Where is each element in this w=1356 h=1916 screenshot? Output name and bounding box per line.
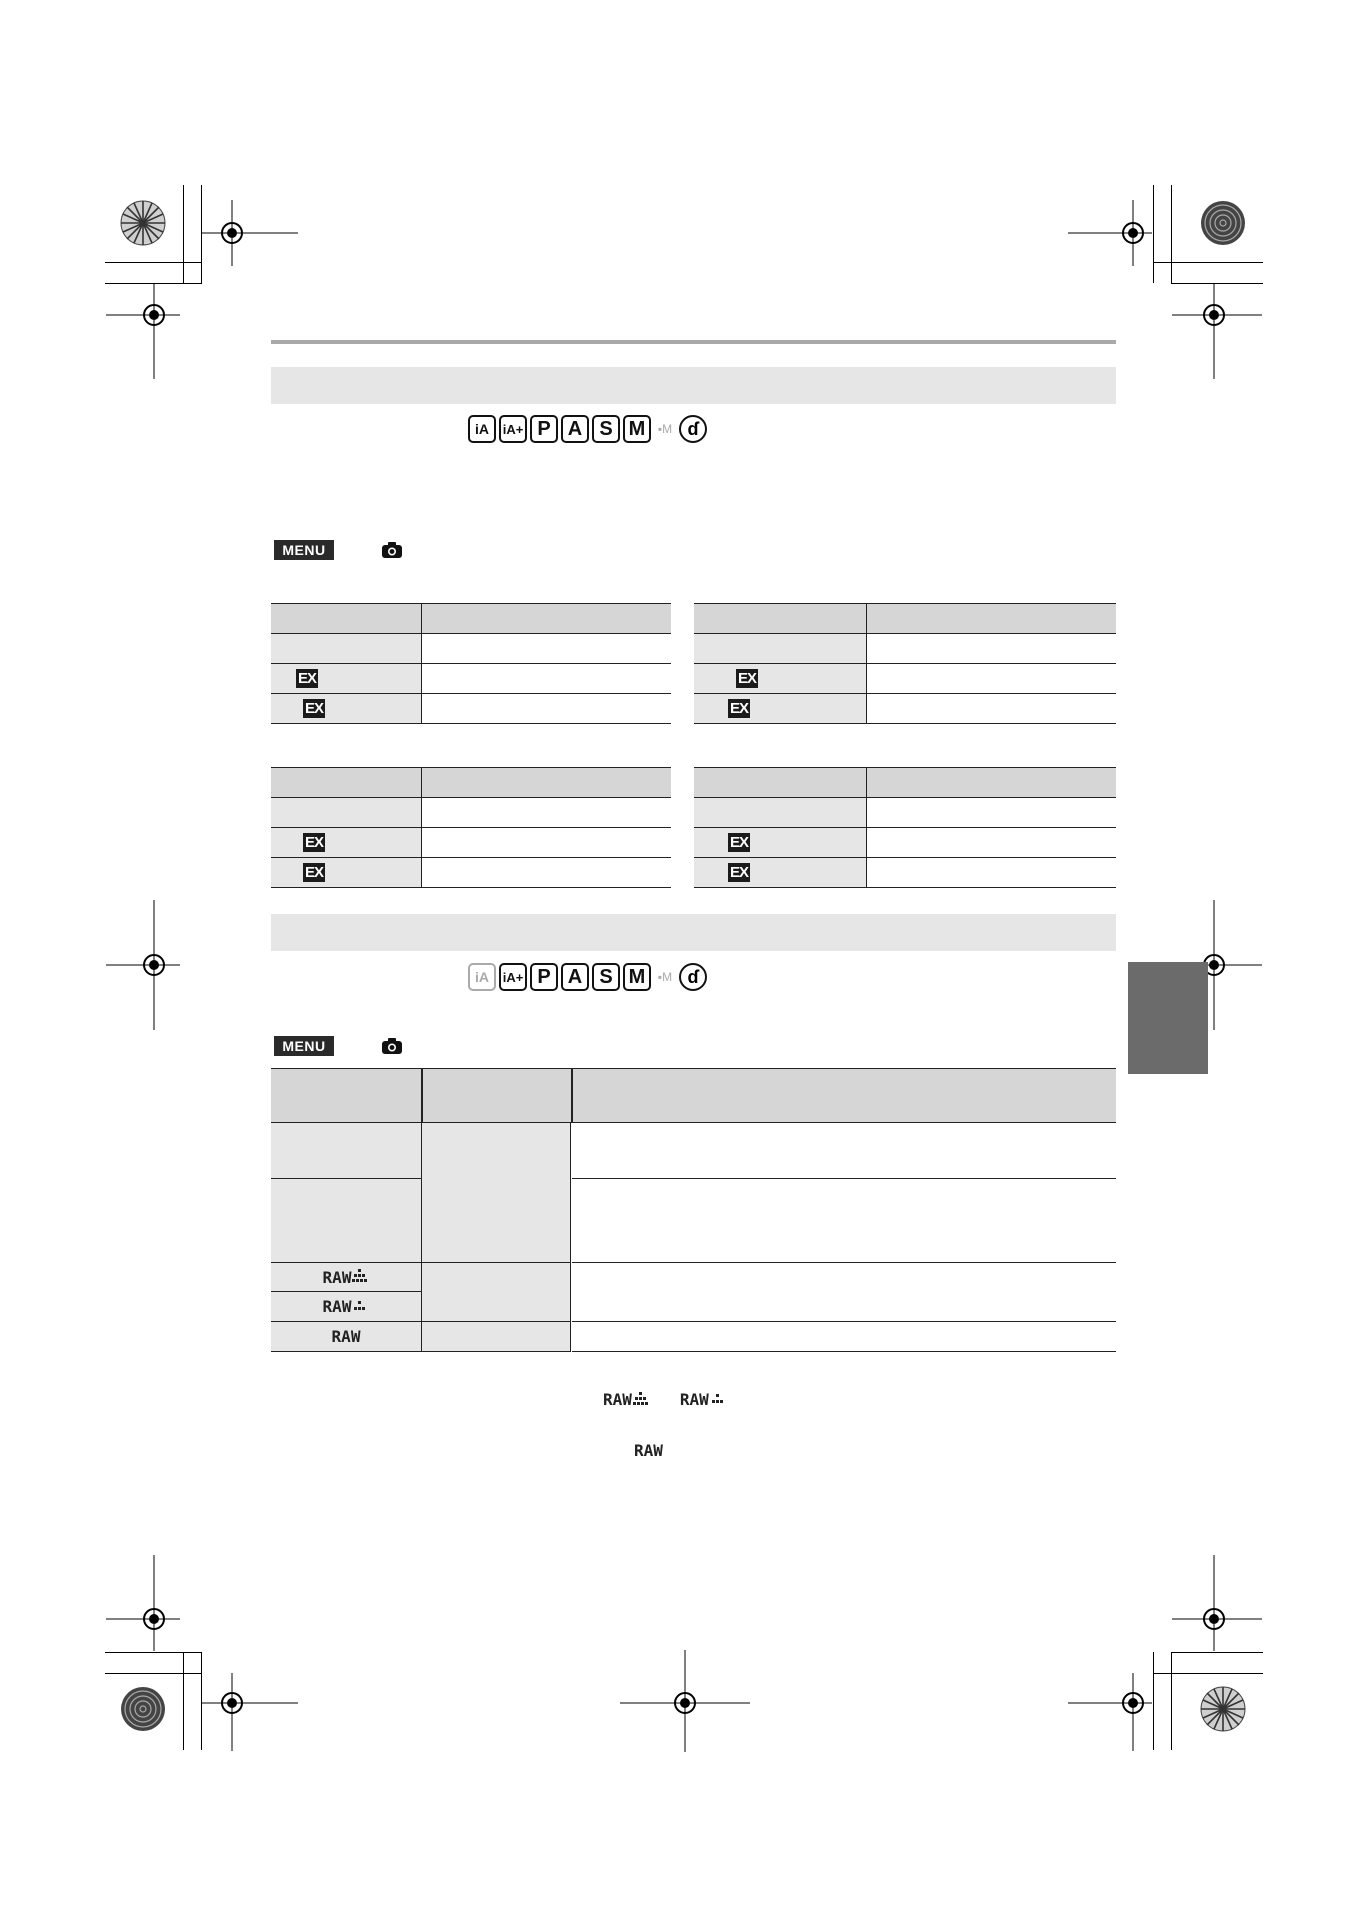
table-cell	[694, 694, 866, 724]
ex-zoom-icon: EX	[737, 670, 756, 687]
table-header-cell	[421, 604, 671, 634]
registration-target-icon	[1068, 1673, 1152, 1751]
applicable-modes	[468, 415, 707, 443]
ex-zoom-icon: EX	[729, 834, 748, 851]
mode-ia-plus-icon: iA+	[499, 415, 527, 443]
table-cell	[694, 858, 866, 888]
mode-creative-icon: ɗ	[679, 963, 707, 991]
table-cell	[421, 858, 671, 888]
table-header-cell	[694, 604, 866, 634]
mode-movie-m-icon: ▪M	[657, 970, 673, 984]
mode-ia-icon: iA	[468, 415, 496, 443]
note-raw-only	[634, 1441, 663, 1461]
registration-target-icon	[1172, 1555, 1262, 1651]
table-cell	[421, 1322, 571, 1352]
crop-line	[183, 185, 184, 283]
crop-line	[1153, 262, 1263, 263]
table-cell	[866, 828, 1116, 858]
table-cell	[421, 798, 671, 828]
table-header-cell	[866, 604, 1116, 634]
raw-standard-note	[680, 1390, 727, 1409]
applicable-modes	[468, 963, 707, 991]
mode-ia-plus-icon: iA+	[499, 963, 527, 991]
mode-creative-icon: ɗ	[679, 415, 707, 443]
crop-line	[105, 262, 202, 263]
raw-fine-note	[603, 1390, 650, 1409]
quality-fine-icon	[351, 1269, 369, 1285]
table-cell	[572, 1123, 1116, 1179]
ex-zoom-icon: EX	[304, 834, 323, 851]
mode-a-icon: A	[561, 963, 589, 991]
raw-only-label: RAW	[331, 1327, 361, 1346]
table-row	[271, 798, 671, 828]
table-cell	[694, 828, 866, 858]
registration-target-icon	[620, 1650, 750, 1752]
table-cell	[421, 694, 671, 724]
raw-standard-label: RAW	[322, 1297, 352, 1316]
ex-zoom-icon: EX	[297, 670, 316, 687]
crop-line	[1153, 1673, 1263, 1674]
ex-zoom-icon: EX	[304, 864, 323, 881]
raw-label: RAW	[634, 1441, 663, 1460]
table-cell	[421, 1263, 571, 1322]
ex-zoom-icon: EX	[729, 700, 748, 717]
table-header-cell	[866, 768, 1116, 798]
table-row	[694, 798, 1116, 828]
crop-line	[105, 1652, 202, 1653]
table-cell	[694, 634, 866, 664]
table-cell	[271, 1292, 421, 1322]
crop-line	[1153, 1652, 1154, 1750]
table-header-cell	[694, 768, 866, 798]
aspect-table-top-left	[271, 603, 671, 724]
camera-icon	[382, 542, 402, 558]
registration-target-icon	[106, 283, 180, 379]
raw-fine-label: RAW	[322, 1267, 352, 1287]
table-row	[271, 664, 671, 694]
table-cell	[866, 798, 1116, 828]
table-cell	[421, 634, 671, 664]
table-cell	[572, 1179, 1116, 1263]
crop-line	[1171, 185, 1172, 283]
table-row	[271, 694, 671, 724]
quality-fine-icon	[632, 1392, 650, 1408]
crop-line	[1171, 1652, 1263, 1653]
table-cell	[866, 634, 1116, 664]
table-cell	[271, 634, 421, 664]
table-divider	[421, 1068, 423, 1123]
menu-badge: MENU	[274, 540, 334, 560]
table-cell	[271, 664, 421, 694]
table-cell	[271, 694, 421, 724]
table-cell	[572, 1322, 1116, 1352]
print-wheel-icon	[120, 1686, 166, 1732]
menu-path	[274, 540, 402, 560]
menu-badge: MENU	[274, 1036, 334, 1056]
table-row	[694, 828, 1116, 858]
table-cell	[694, 664, 866, 694]
table-cell	[271, 1322, 421, 1352]
chapter-tab	[1128, 962, 1208, 1074]
table-header-cell	[271, 768, 421, 798]
mode-movie-m-icon: ▪M	[657, 422, 673, 436]
crop-line	[1171, 1652, 1172, 1750]
quality-standard-icon	[709, 1392, 727, 1408]
print-wheel-icon	[120, 200, 166, 246]
mode-a-icon: A	[561, 415, 589, 443]
print-wheel-icon	[1200, 1686, 1246, 1732]
camera-icon	[382, 1038, 402, 1054]
section-title-bar	[271, 367, 1116, 404]
registration-target-icon	[202, 200, 298, 266]
table-row	[271, 858, 671, 888]
registration-target-icon	[202, 1673, 298, 1751]
raw-label: RAW	[603, 1390, 632, 1409]
mode-s-icon: S	[592, 415, 620, 443]
table-row	[694, 694, 1116, 724]
mode-p-icon: P	[530, 963, 558, 991]
table-cell	[271, 798, 421, 828]
print-wheel-icon	[1200, 200, 1246, 246]
table-header-cell	[421, 768, 671, 798]
raw-label: RAW	[679, 1390, 709, 1409]
crop-line	[183, 1652, 184, 1750]
mode-m-icon: M	[623, 963, 651, 991]
mode-m-icon: M	[623, 415, 651, 443]
ex-zoom-icon: EX	[729, 864, 748, 881]
mode-p-icon: P	[530, 415, 558, 443]
mode-ia-icon: iA	[468, 963, 496, 991]
table-cell	[271, 828, 421, 858]
note-raw-icons	[603, 1390, 727, 1409]
table-row	[694, 634, 1116, 664]
crop-line	[105, 1673, 202, 1674]
menu-path	[274, 1036, 402, 1056]
registration-target-icon	[1172, 283, 1262, 379]
quality-standard-icon	[351, 1299, 369, 1315]
registration-target-icon	[1068, 200, 1152, 266]
crop-line	[1153, 185, 1154, 283]
table-cell	[271, 1123, 421, 1179]
table-row	[694, 664, 1116, 694]
table-row	[271, 828, 671, 858]
aspect-table-bottom-left	[271, 767, 671, 888]
table-cell	[271, 1179, 421, 1263]
table-cell	[866, 694, 1116, 724]
mode-s-icon: S	[592, 963, 620, 991]
section-title-bar	[271, 914, 1116, 951]
table-cell	[866, 664, 1116, 694]
table-row	[694, 858, 1116, 888]
table-cell	[421, 664, 671, 694]
ex-zoom-icon: EX	[304, 700, 323, 717]
aspect-table-top-right	[694, 603, 1116, 724]
registration-target-icon	[106, 1555, 180, 1651]
table-row	[271, 634, 671, 664]
table-cell	[572, 1263, 1116, 1322]
table-cell	[421, 1123, 571, 1263]
table-divider	[571, 1068, 573, 1123]
table-header	[271, 1068, 1116, 1123]
table-cell	[271, 1263, 421, 1292]
table-header-cell	[271, 604, 421, 634]
registration-target-icon	[106, 900, 180, 1030]
table-cell	[866, 858, 1116, 888]
aspect-table-bottom-right	[694, 767, 1116, 888]
table-cell	[694, 798, 866, 828]
table-cell	[421, 828, 671, 858]
table-cell	[271, 858, 421, 888]
header-rule	[271, 340, 1116, 344]
